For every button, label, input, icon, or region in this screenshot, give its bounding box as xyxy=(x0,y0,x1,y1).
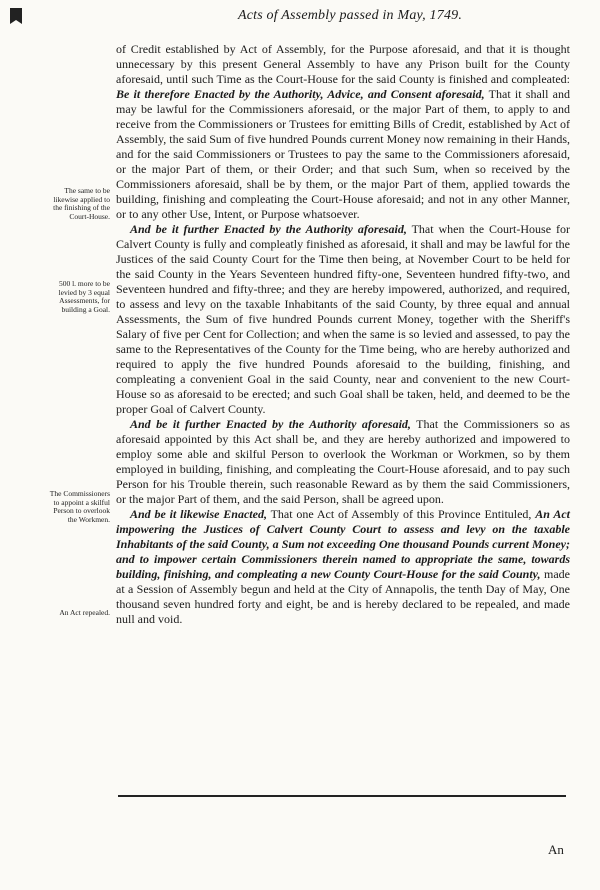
paragraph-credit-text: of Credit established by Act of Assembly, for the Purpose aforesaid, and that it is thought unnecessary by this present General Assembly to have any Prison built for the County aforesaid, until such Time as the Court-House for the said County is finished and compleated: xyxy=(116,42,570,86)
paragraph-repeal xyxy=(116,507,570,627)
running-header: Acts of Assembly passed in May, 1749. xyxy=(237,8,463,23)
paragraph-credit-rest: That it shall and may be lawful for the Commissioners aforesaid, or the major Part of them, to apply to and receive from the Commissioners or Trustees for emitting Bills of Credit, established by Act of Assembly, the said Sum of five hundred Pounds current Money now remaining in their Hands, and for the said Commissioners or Trustees to pay the same to the Commissioners aforesaid, or the major Part of them, or their Order; and that such Sum, when so received by the Commissioners aforesaid, shall be by them, or the major Part of them, applied towards the building, finishing and compleating the Court-House aforesaid; and not in any other Manner, or to any other Use, Intent, or Purpose whatsoever. xyxy=(116,87,570,221)
margin-note-court-house: The same to be likewise applied to the finishing of the Court-House. xyxy=(53,186,110,221)
page-tab-icon xyxy=(8,6,26,28)
enacting-clause: And be it further Enacted by the Authority aforesaid, xyxy=(130,222,407,236)
paragraph-goal xyxy=(116,222,570,417)
paragraph-repeal-text: That one Act of Assembly of this Province Entituled, xyxy=(270,507,532,521)
paragraph-goal-text: That when the Court-House for Calvert County is fully and compleatly finished as aforesaid, it shall and may be lawful for the Justices of the said County Court for the Time then being, at November Court to be held for the said County in the Years Seventeen hundred fifty-one, Seventeen hundred fifty-two, and Seventeen hundred and fifty-three; and they are hereby impowered, authorized, and required, to assess and levy on the taxable Inhabitants of the said County, by three equal and annual Assessments, the Sum of five hundred Pounds current Money, together with the Sheriff's Salary of five per Cent for Collection; and when the same is so levied and assessed, to pay the same to the Representatives of the County for the Time being, who are hereby authorized and required to apply the five hundred Pounds aforesaid to the building, finishing, and compleating a convenient Goal in the said County, near and convenient to the new Court-House so as aforesaid to be erected; and such Goal shall be taken, held, and deemed to be the proper Goal of Calvert County. xyxy=(116,222,570,416)
paragraph-overseer xyxy=(116,417,570,507)
margin-note-act-repealed: An Act repealed. xyxy=(59,608,110,617)
margin-note-goal-levy: 500 l. more to be levied by 3 equal Assessments, for building a Goal. xyxy=(58,279,110,314)
enacting-clause: And be it further Enacted by the Authority aforesaid, xyxy=(130,417,411,431)
body-text xyxy=(116,42,570,627)
enacting-clause: Be it therefore Enacted by the Authority, Advice, and Consent aforesaid, xyxy=(116,87,485,101)
paragraph-overseer-text: That the Commissioners so as aforesaid appointed by this Act shall be, and they are hereby authorized and impowered to employ some able and skilful Person to overlook the Workman or Workmen, so by them employed in building, finishing, and compleating the Court-House aforesaid, and to pay such Person for his Trouble therein, such reasonable Reward as by them the said Commissioners, or the major Part of them, and the said Person, shall be agreed upon. xyxy=(116,417,570,506)
enacting-clause: And be it likewise Enacted, xyxy=(130,507,267,521)
margin-note-overseer: The Commissioners to appoint a skilful Person to overlook the Workmen. xyxy=(49,489,110,524)
paragraph-credit xyxy=(116,42,570,222)
repealed-act-title: An Act impowering the Justices of Calvert County Court to assess and levy on the taxable Inhabitants of the said County, a Sum not exceeding One thousand Pounds current Money; and to impower certain Commissioners therein named to appropriate the same, towards building, finishing, and compleating a new County Court-House for the said County, xyxy=(116,507,570,581)
closing-rule xyxy=(118,795,566,797)
paragraph-repeal-tail: made at a Session of Assembly begun and held at the City of Annapolis, the tenth Day of May, One thousand seven hundred forty and eight, be and is hereby declared to be repealed, and made null and void. xyxy=(116,567,570,626)
catchword: An xyxy=(548,842,564,857)
